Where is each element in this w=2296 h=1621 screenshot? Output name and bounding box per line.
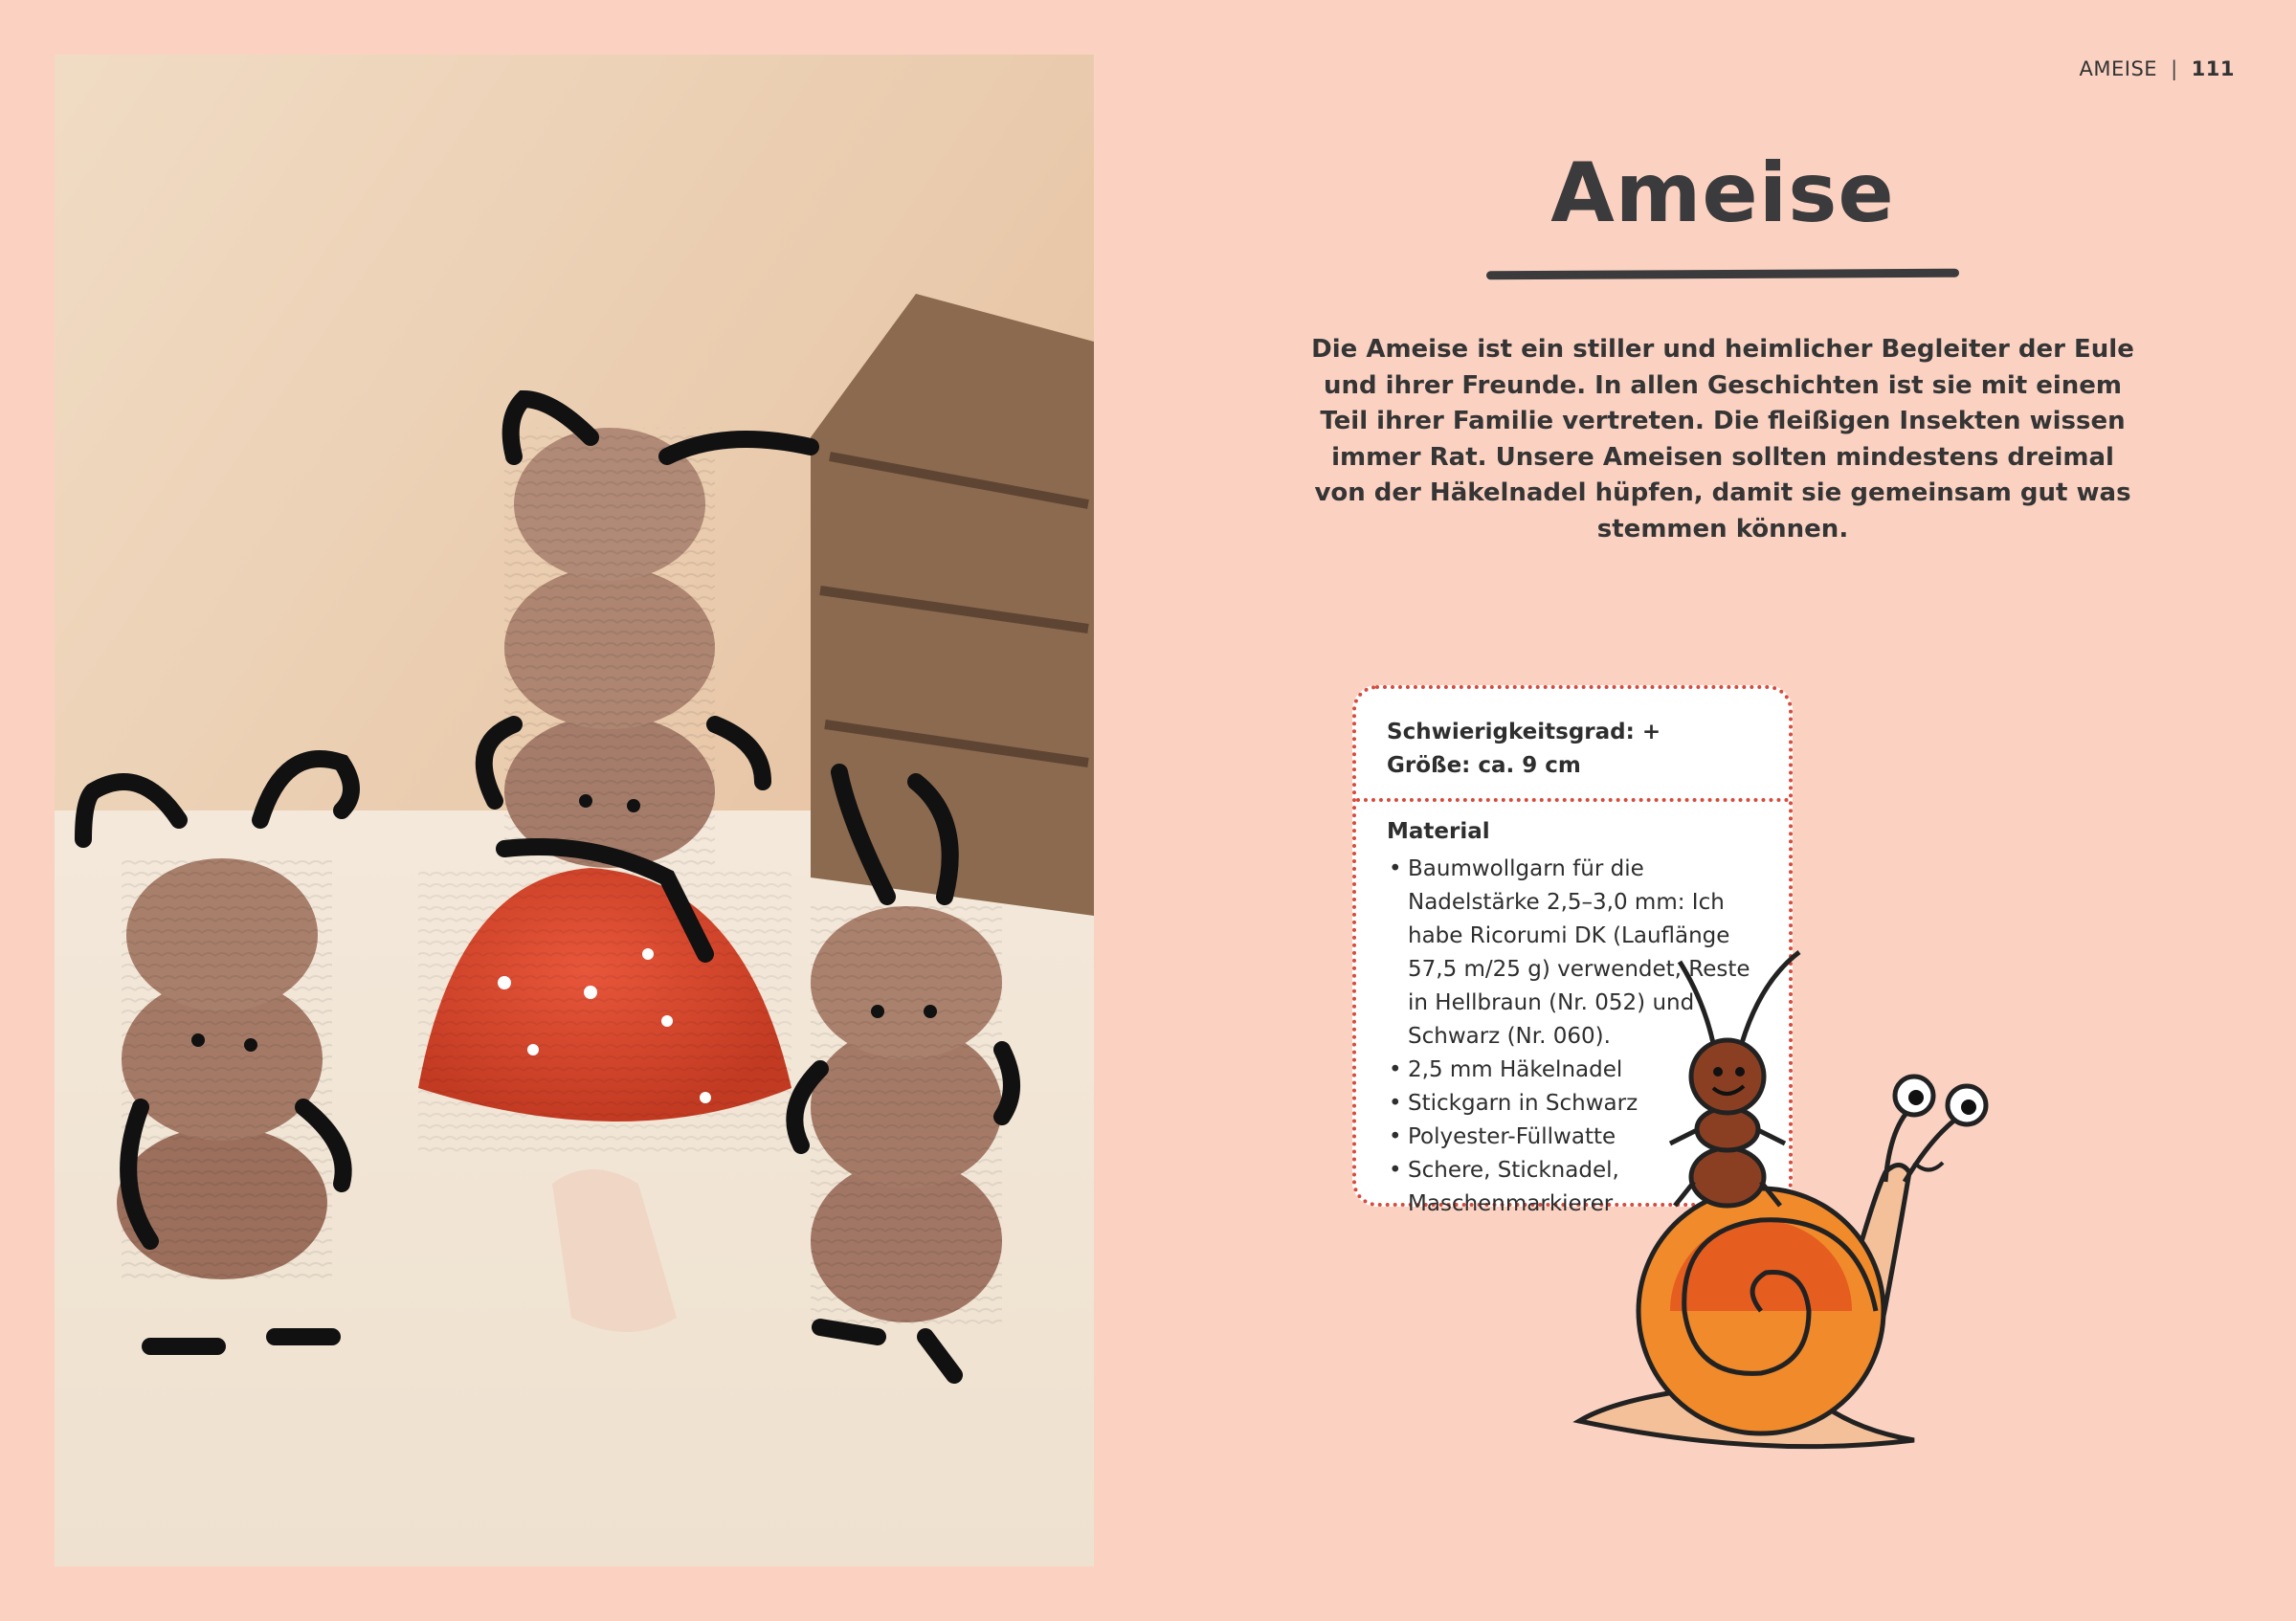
material-heading: Material <box>1387 819 1490 844</box>
running-head <box>2080 57 2235 80</box>
header-separator: | <box>2171 57 2178 80</box>
section-label: AMEISE <box>2079 57 2158 80</box>
ant-figure <box>1670 952 1799 1206</box>
list-item: • Baumwollgarn für die Nadelstärke 2,5–3,0 mm: Ich habe Ricorumi DK (Lauflänge 57,5 m/25 g) verwendet, Reste in Hellbraun (Nr. 052) und Schwarz (Nr. 060). <box>1387 853 1764 1054</box>
list-item: • Polyester-Füllwatte <box>1387 1121 1764 1154</box>
size-text: Größe: ca. 9 cm <box>1387 753 1581 778</box>
ant-on-snail-illustration <box>1570 943 2048 1478</box>
photo-scene <box>55 55 1094 1566</box>
page-title: Ameise <box>1550 145 1895 241</box>
list-item: • Schere, Sticknadel, Maschenmarkierer <box>1387 1154 1764 1221</box>
list-item: • 2,5 mm Häkelnadel <box>1387 1054 1764 1087</box>
page-number: 111 <box>2191 57 2235 80</box>
intro-paragraph: Die Ameise ist ein stiller und heimlicher Begleiter der Eule und ihrer Freunde. In allen Geschichten ist sie mit einem Teil ihrer Familie vertreten. Die fleißigen Insekten wissen immer Rat. Unsere Ameisen sollten mindestens dreimal von der Häkelnadel hüpfen, damit sie gemeinsam gut was stemmen können. <box>1311 335 2134 544</box>
info-divider <box>1356 798 1789 802</box>
list-item: • Stickgarn in Schwarz <box>1387 1087 1764 1121</box>
title-underline <box>1486 269 1959 280</box>
difficulty-text: Schwierigkeitsgrad: + <box>1387 720 1661 744</box>
photo-crochet-ants <box>55 55 1094 1566</box>
